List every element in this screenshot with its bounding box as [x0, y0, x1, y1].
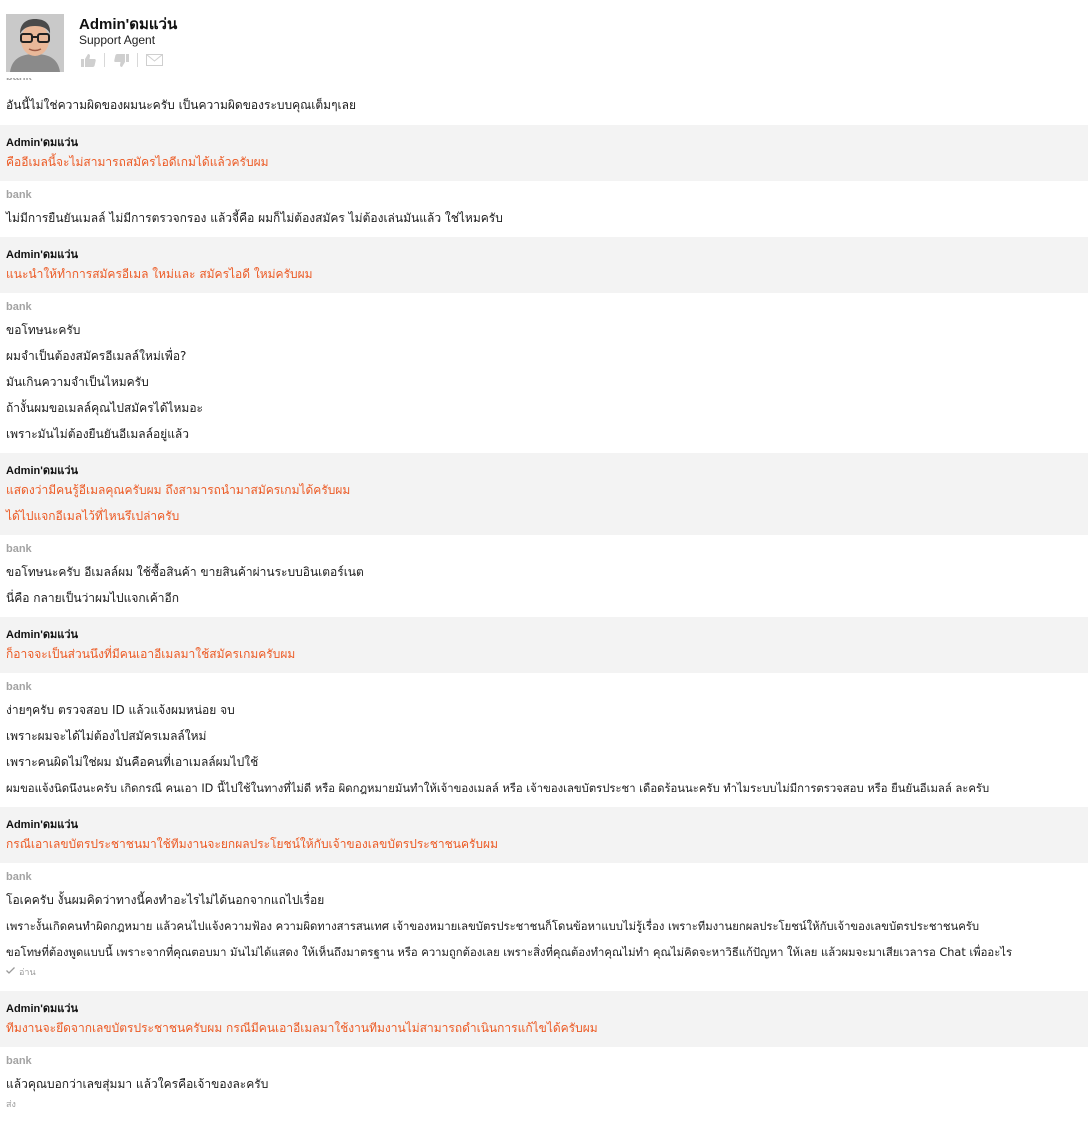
chat-message — [0, 617, 1088, 673]
avatar — [6, 14, 64, 72]
chat-message — [0, 181, 1088, 237]
chat-message — [0, 991, 1088, 1047]
avatar-image — [6, 14, 64, 72]
message-line: คืออีเมลนี้จะไม่สามารถสมัครไอดีเกมได้แล้วครับผม — [6, 155, 269, 169]
message-sender: Admin'ดมแว่น — [6, 819, 79, 831]
message-sender: bank — [6, 871, 32, 883]
message-sender: Admin'ดมแว่น — [6, 1003, 79, 1015]
message-line: เพราะคนผิดไม่ใช่ผม มันคือคนที่เอาเมลล์ผมไปใช้ — [6, 755, 259, 769]
message-status-label: ส่ง — [6, 1100, 16, 1110]
message-sender: bank — [6, 301, 32, 313]
message-sender: Admin'ดมแว่น — [6, 465, 79, 477]
checkmark-icon — [6, 967, 15, 977]
agent-header — [0, 0, 1088, 78]
chat-message — [0, 293, 1088, 453]
agent-role: Support Agent — [79, 33, 156, 47]
message-line: ไม่มีการยืนยันเมลล์ ไม่มีการตรวจกรอง แล้วจี้คือ ผมก็ไม่ต้องสมัคร ไม่ต้องเล่นมันแล้ว ใช่ไหมครับ — [6, 211, 503, 225]
divider — [137, 53, 138, 67]
message-line: ผมขอแจ้งนิดนึงนะครับ เกิดกรณี คนเอา ID นี้ไปใช้ในทางที่ไม่ดี หรือ ผิดกฎหมายมันทำให้เจ้าของเมลล์ หรือ เจ้าของเลขบัตรประชา เดือดร้อนนะครับ ทำไมระบบไม่มีการตรวจสอบ หรือ ยืนยันอีเมลล์ ละครับ — [6, 782, 990, 795]
message-line: แนะนำให้ทำการสมัครอีเมล ใหม่และ สมัครไอดี ใหม่ครับผม — [6, 267, 313, 281]
message-sender: bank — [6, 189, 32, 201]
message-sender: bank — [6, 543, 32, 555]
chat-message — [0, 863, 1088, 991]
message-line: ถ้างั้นผมขอเมลล์คุณไปสมัครได้ไหมอะ — [6, 401, 203, 415]
chat-message — [0, 807, 1088, 863]
divider — [104, 53, 105, 67]
message-line: เพราะงั้นเกิดคนทำผิดกฎหมาย แล้วคนไปแจ้งความฟ้อง ความผิดทางสารสนเทศ เจ้าของหมายเลขบัตรประชาชนก็โดนข้อหาแบบไม่รู้เรื่อง เพราะทีมงานยกผลประโยชน์ให้กับเจ้าของเลขบัตรประชาชนครับ — [6, 920, 980, 933]
message-line: แล้วคุณบอกว่าเลขสุ่มมา แล้วใครคือเจ้าของละครับ — [6, 1077, 269, 1091]
message-sender: Admin'ดมแว่น — [6, 629, 79, 641]
message-line: ก็อาจจะเป็นส่วนนึงที่มีคนเอาอีเมลมาใช้สมัครเกมครับผม — [6, 647, 296, 661]
message-line: ขอโทษนะครับ อีเมลล์ผม ใช้ซื้อสินค้า ขายสินค้าผ่านระบบอินเตอร์เนต — [6, 565, 364, 579]
chat-message — [0, 453, 1088, 535]
message-status — [6, 1097, 16, 1111]
chat-message — [0, 237, 1088, 293]
chat-message — [0, 673, 1088, 807]
chat-message — [0, 1047, 1088, 1122]
rating-actions — [79, 52, 163, 68]
message-status-label: อ่าน — [19, 968, 36, 978]
chat-message — [0, 535, 1088, 617]
thumbs-up-icon[interactable] — [79, 52, 97, 68]
message-line: แสดงว่ามีคนรู้อีเมลคุณครับผม ถึงสามารถนำมาสมัครเกมได้ครับผม — [6, 483, 351, 497]
message-line: ผมจำเป็นต้องสมัครอีเมลล์ใหม่เพื่อ? — [6, 349, 187, 363]
message-line: กรณีเอาเลขบัตรประชาชนมาใช้ทีมงานจะยกผลประโยชน์ให้กับเจ้าของเลขบัตรประชาชนครับผม — [6, 837, 498, 851]
message-line: ขอโทษนะครับ — [6, 323, 81, 337]
message-line: ได้ไปแจกอีเมลไว้ที่ไหนรึเปล่าครับ — [6, 509, 180, 523]
message-line: ทีมงานจะยึดจากเลขบัตรประชาชนครับผม กรณีมีคนเอาอีเมลมาใช้งานทีมงานไม่สามารถดำเนินการแก้ไขได้ครับผม — [6, 1021, 598, 1035]
message-sender: bank — [6, 1055, 32, 1067]
thumbs-down-icon[interactable] — [112, 52, 130, 68]
chat-message — [0, 125, 1088, 181]
message-line: ขอโทษที่ต้องพูดแบบนี้ เพราะจากที่คุณตอบมา มันไม่ได้แสดง ให้เห็นถึงมาตรฐาน หรือ ความถูกต้องเลย เพราะสิ่งที่คุณต้องทำคุณไม่ทำ คุณไม่คิดจะหาวิธีแก้ปัญหา ให้เลย แล้วผมจะมาเสียเวลารอ Chat เพื่ออะไร — [6, 946, 1013, 959]
message-status — [6, 965, 36, 979]
chat-message — [0, 78, 1088, 125]
message-sender: Admin'ดมแว่น — [6, 249, 79, 261]
message-line: เพราะผมจะได้ไม่ต้องไปสมัครเมลล์ใหม่ — [6, 729, 207, 743]
message-line: อันนี้ไม่ใช่ความผิดของผมนะครับ เป็นความผิดของระบบคุณเต็มๆเลย — [6, 98, 357, 112]
message-sender: Admin'ดมแว่น — [6, 137, 79, 149]
envelope-icon[interactable] — [145, 52, 163, 68]
message-sender: bank — [6, 681, 32, 693]
message-line: โอเคครับ งั้นผมคิดว่าทางนี้คงทำอะไรไม่ได้นอกจากแถไปเรื่อย — [6, 893, 325, 907]
message-line: มันเกินความจำเป็นไหมครับ — [6, 375, 149, 389]
chat-transcript[interactable] — [0, 78, 1088, 1122]
agent-name: Admin'ดมแว่น — [79, 16, 178, 33]
message-line: นี่คือ กลายเป็นว่าผมไปแจกเค้าอีก — [6, 591, 180, 605]
message-line: เพราะมันไม่ต้องยืนยันอีเมลล์อยู่แล้ว — [6, 427, 190, 441]
message-line: ง่ายๆครับ ตรวจสอบ ID แล้วแจ้งผมหน่อย จบ — [6, 703, 235, 717]
